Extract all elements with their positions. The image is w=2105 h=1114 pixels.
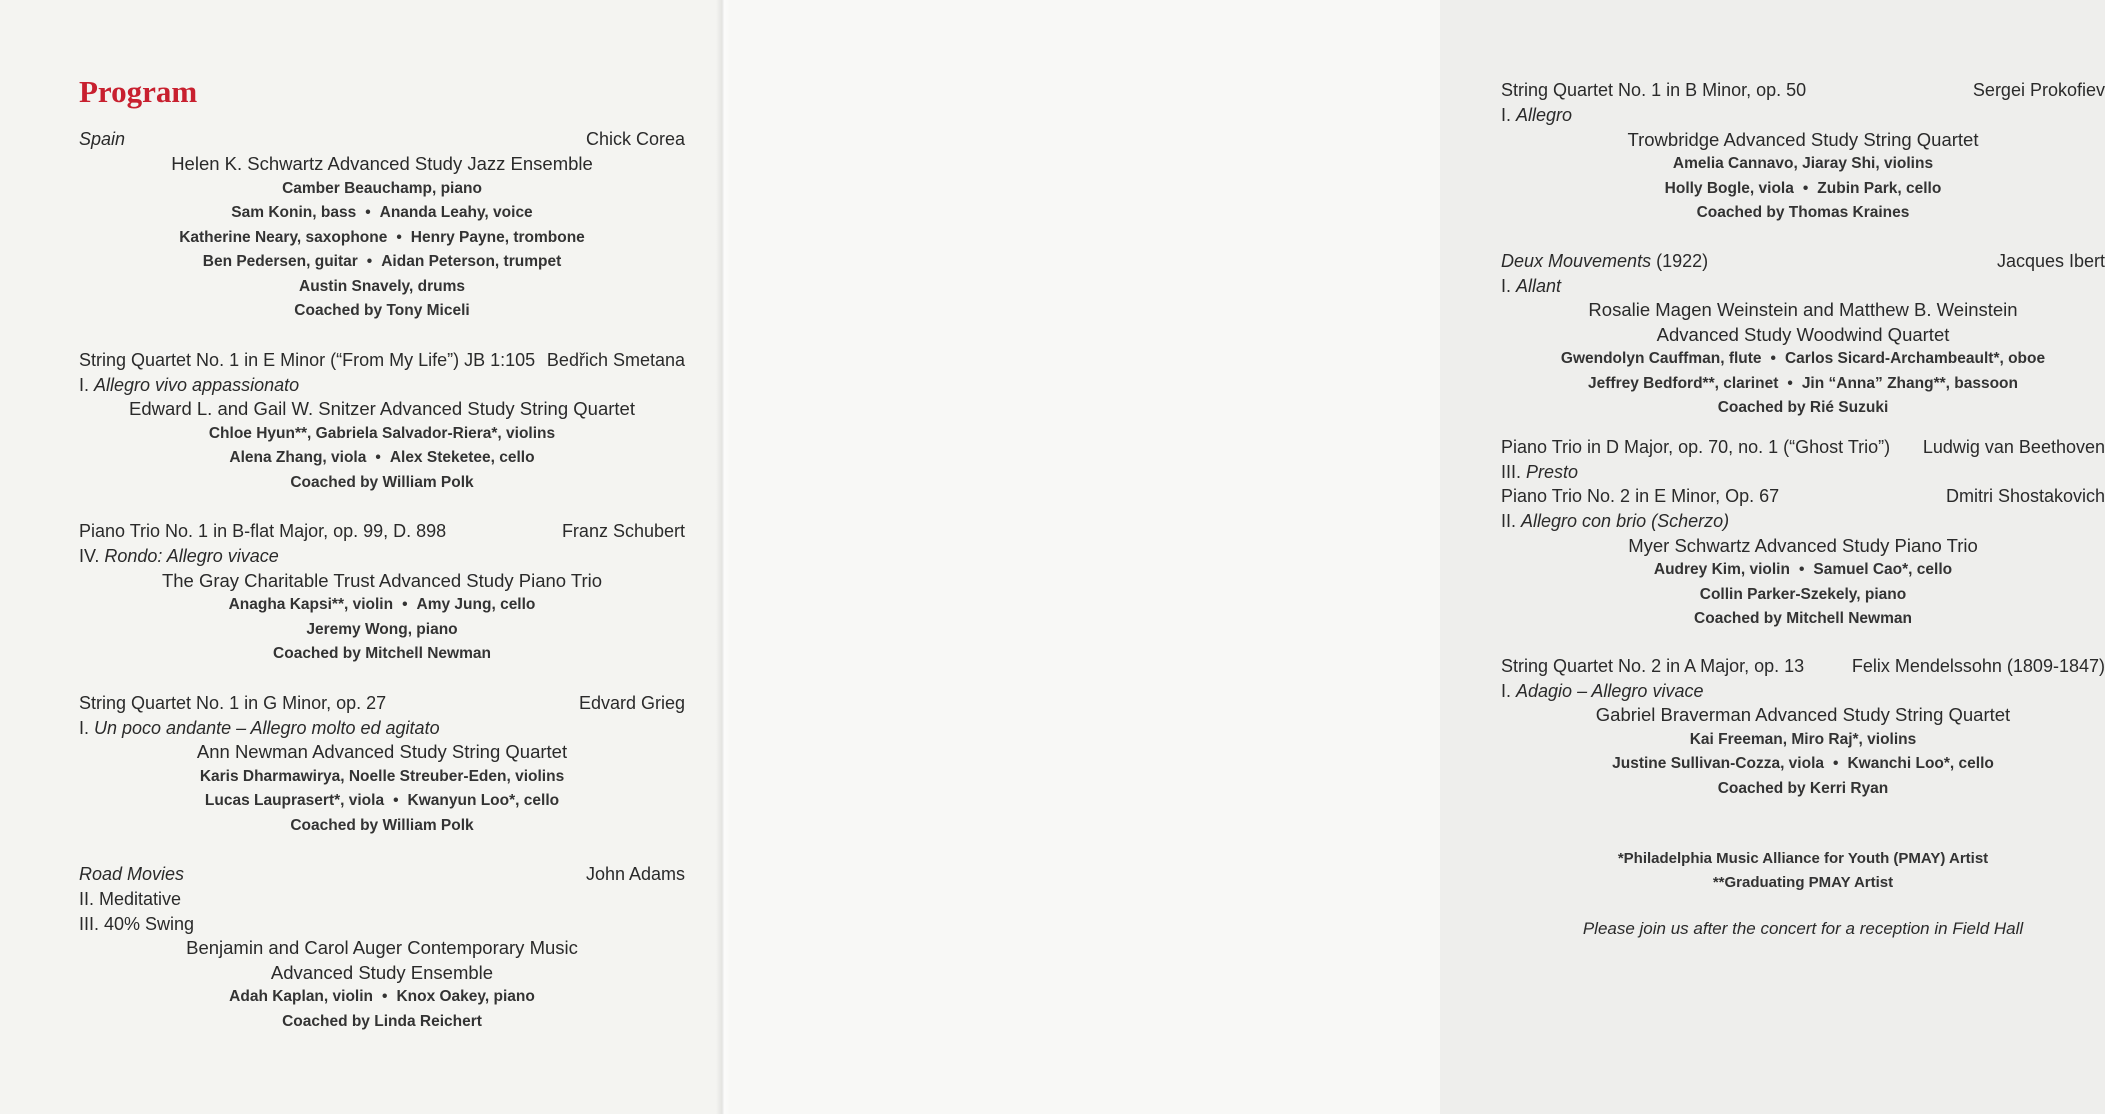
player: Carlos Sicard-Archambeault*, oboe — [1784, 350, 2046, 367]
movement-title: Un poco andante – Allegro molto ed agitato — [94, 717, 440, 738]
player: Gwendolyn Cauffman, flute — [1560, 350, 1762, 367]
player: Kai Freeman, Miro Raj*, violins — [1689, 730, 1917, 748]
player-line — [79, 250, 685, 275]
movement — [1501, 679, 2105, 704]
left-page — [0, 0, 722, 1114]
movement — [1501, 103, 2105, 128]
bullet-separator: • — [1798, 561, 1805, 578]
composer-name: Dmitri Shostakovich — [1945, 486, 2105, 506]
work-title — [79, 691, 386, 716]
movement — [1501, 509, 2105, 534]
player: Henry Payne, trombone — [410, 228, 585, 246]
program-piece — [79, 862, 685, 1034]
movement-title: Allegro con brio (Scherzo) — [1521, 511, 1730, 531]
program-piece — [1501, 654, 2105, 802]
work-title-italic: Road Movies — [79, 864, 185, 884]
player: Zubin Park, cello — [1817, 179, 1942, 197]
player-line — [79, 422, 685, 447]
coach-line: Coached by Tony Miceli — [294, 302, 470, 319]
player: Lucas Lauprasert*, viola — [204, 792, 385, 809]
movement-number: I. — [79, 374, 95, 395]
movement-title: Meditative — [99, 889, 182, 909]
coach-line: Coached by Thomas Kraines — [1696, 204, 1910, 221]
page-title: Program — [79, 74, 198, 109]
work-title — [1501, 484, 1779, 509]
player: Samuel Cao*, cello — [1813, 561, 1953, 578]
piece-heading — [1501, 435, 2105, 460]
player: Amy Jung, cello — [416, 596, 536, 613]
composer-name: Ludwig van Beethoven — [1922, 436, 2105, 457]
player-line — [1501, 152, 2105, 177]
player: Sam Konin, bass — [231, 204, 357, 221]
player: Kwanchi Loo*, cello — [1847, 755, 1994, 772]
program-piece — [1501, 78, 2105, 226]
player: Justine Sullivan-Cozza, viola — [1612, 755, 1825, 772]
work-title-text: (1922) — [1651, 250, 1709, 271]
movement-number: I. — [1501, 275, 1517, 296]
player-line — [79, 593, 685, 618]
coach-line: Coached by Mitchell Newman — [273, 645, 491, 662]
ensemble-name: Edward L. and Gail W. Snitzer Advanced Study String Quartet — [129, 398, 635, 419]
bullet-separator: • — [393, 792, 399, 809]
movement-number: II. — [1501, 511, 1522, 531]
player: Ben Pedersen, guitar — [202, 253, 358, 270]
movement — [79, 373, 685, 398]
movement-number: III. — [79, 913, 105, 934]
program-piece — [79, 519, 685, 667]
piece-heading — [1501, 78, 2105, 103]
movement — [79, 544, 685, 569]
work-title-text: String Quartet No. 2 in A Major, op. 13 — [1501, 655, 1805, 676]
bullet-separator: • — [402, 596, 408, 613]
work-title — [79, 348, 535, 373]
work-title-italic: Spain — [79, 129, 126, 149]
work-title — [1501, 435, 1890, 460]
movement-number: IV. — [79, 546, 105, 566]
player: Amelia Cannavo, Jiaray Shi, violins — [1672, 155, 1934, 172]
player: Audrey Kim, violin — [1653, 561, 1790, 578]
work-title — [1501, 249, 1708, 274]
movement — [79, 912, 685, 937]
player: Camber Beauchamp, piano — [282, 179, 482, 197]
movement-title: 40% Swing — [104, 913, 195, 934]
page-fold — [716, 0, 730, 1114]
footnotes — [1501, 847, 2105, 895]
player: Jeremy Wong, piano — [306, 620, 458, 638]
work-title-text: String Quartet No. 1 in B Minor, op. 50 — [1501, 80, 1807, 100]
piece-heading — [79, 691, 685, 716]
ensemble-name: Ann Newman Advanced Study String Quartet — [196, 741, 568, 762]
player-line — [79, 275, 685, 300]
work-title — [79, 519, 446, 544]
movement-number: II. — [79, 889, 100, 909]
work-title-text: Piano Trio No. 2 in E Minor, Op. 67 — [1501, 486, 1780, 506]
composer-name: Jacques Ibert — [1996, 250, 2105, 271]
piece-heading — [79, 519, 685, 544]
program-piece — [1501, 484, 2105, 632]
movement-number: I. — [1501, 105, 1517, 125]
work-title — [79, 862, 184, 887]
player-line — [79, 226, 685, 251]
player-line — [79, 201, 685, 226]
bullet-separator: • — [365, 204, 371, 221]
ensemble-name: Gabriel Braverman Advanced Study String Quartet — [1595, 704, 2011, 725]
coach-line: Coached by William Polk — [290, 473, 474, 491]
piece-heading — [1501, 484, 2105, 509]
player: Collin Parker-Szekely, piano — [1699, 585, 1907, 603]
work-title-text: String Quartet No. 1 in G Minor, op. 27 — [79, 692, 387, 713]
player-line — [1501, 347, 2105, 372]
ensemble-name: Rosalie Magen Weinstein and Matthew B. Weinstein — [1588, 299, 2018, 320]
ensemble-name: The Gray Charitable Trust Advanced Study Piano Trio — [161, 569, 603, 591]
player-line — [1501, 558, 2105, 583]
player: Karis Dharmawirya, Noelle Streuber-Eden, violins — [199, 767, 565, 785]
composer-name: Edvard Grieg — [578, 692, 685, 713]
piece-heading — [79, 348, 685, 373]
composer-name: Franz Schubert — [561, 521, 685, 541]
right-program-column — [1501, 78, 2105, 939]
player-line — [1501, 372, 2105, 397]
reception-note: Please join us after the concert for a reception in Field Hall — [1582, 919, 2024, 938]
movement — [79, 887, 685, 912]
movement-number: III. — [1501, 461, 1527, 482]
coach-line: Coached by Mitchell Newman — [1694, 610, 1912, 627]
coach-line: Coached by Rié Suzuki — [1717, 399, 1889, 416]
movement-title: Adagio – Allegro vivace — [1516, 680, 1704, 701]
player: Alena Zhang, viola — [229, 449, 367, 466]
player-line — [79, 618, 685, 643]
movement — [79, 716, 685, 741]
player: Katherine Neary, saxophone — [179, 228, 388, 246]
player-line — [79, 985, 685, 1010]
player: Alex Steketee, cello — [389, 449, 535, 466]
composer-name: Bedřich Smetana — [546, 349, 685, 370]
ensemble-name: Helen K. Schwartz Advanced Study Jazz Ensemble — [171, 153, 593, 174]
player-line — [79, 789, 685, 814]
composer-name: Felix Mendelssohn (1809-1847) — [1851, 655, 2105, 676]
bullet-separator: • — [396, 228, 402, 246]
left-program-column — [79, 127, 685, 1034]
bullet-separator: • — [1833, 755, 1839, 772]
work-title — [1501, 654, 1804, 679]
work-title-italic: Deux Mouvements — [1501, 250, 1652, 271]
movement-title: Allegro vivo appassionato — [94, 374, 300, 395]
player-line — [79, 765, 685, 790]
movement-number: I. — [1501, 680, 1517, 701]
player: Jin “Anna” Zhang**, bassoon — [1801, 374, 2018, 392]
program-piece — [1501, 249, 2105, 421]
movement-title: Presto — [1526, 461, 1579, 482]
player: Chloe Hyun**, Gabriela Salvador-Riera*, violins — [208, 424, 556, 442]
player-line — [1501, 177, 2105, 202]
player: Austin Snavely, drums — [299, 277, 465, 295]
movement-title: Rondo: Allegro vivace — [104, 546, 279, 566]
movement-title: Allant — [1516, 275, 1562, 296]
ensemble-name: Trowbridge Advanced Study String Quartet — [1627, 128, 1979, 150]
work-title-text: String Quartet No. 1 in E Minor (“From My Life”) JB 1:105 — [79, 349, 536, 370]
ensemble-name: Benjamin and Carol Auger Contemporary Music — [186, 937, 578, 958]
bullet-separator: • — [1787, 374, 1793, 392]
player: Aidan Peterson, trumpet — [381, 253, 562, 270]
piece-heading — [79, 862, 685, 887]
work-title-text: Piano Trio No. 1 in B-flat Major, op. 99, D. 898 — [79, 521, 447, 541]
coach-line: Coached by William Polk — [290, 816, 474, 834]
program-piece — [79, 348, 685, 496]
footnote-pmay: *Philadelphia Music Alliance for Youth (PMAY) Artist — [1617, 850, 1989, 867]
player-line — [1501, 752, 2105, 777]
bullet-separator: • — [382, 988, 388, 1005]
movement-title: Allegro — [1516, 105, 1573, 125]
player-line — [1501, 583, 2105, 608]
player: Ananda Leahy, voice — [379, 204, 533, 221]
program-piece — [1501, 435, 2105, 485]
player: Anagha Kapsi**, violin — [228, 596, 394, 613]
program-piece — [79, 691, 685, 839]
movement — [1501, 274, 2105, 299]
composer-name: John Adams — [585, 864, 685, 884]
bullet-separator: • — [1770, 350, 1776, 367]
player: Knox Oakey, piano — [396, 988, 535, 1005]
player-line — [79, 177, 685, 202]
movement — [1501, 460, 2105, 485]
piece-heading — [1501, 654, 2105, 679]
bullet-separator: • — [366, 253, 373, 270]
work-title-text: Piano Trio in D Major, op. 70, no. 1 (“Ghost Trio”) — [1501, 436, 1891, 457]
ensemble-name: Advanced Study Ensemble — [270, 961, 494, 983]
program-piece — [79, 127, 685, 324]
composer-name: Sergei Prokofiev — [1972, 80, 2105, 100]
right-page — [722, 0, 2105, 1114]
work-title — [79, 127, 125, 152]
player: Adah Kaplan, violin — [229, 988, 373, 1005]
ensemble-name: Myer Schwartz Advanced Study Piano Trio — [1628, 534, 1978, 556]
piece-heading — [79, 127, 685, 152]
bullet-separator: • — [1802, 179, 1809, 197]
ensemble-name: Advanced Study Woodwind Quartet — [1656, 323, 1950, 345]
player: Jeffrey Bedford**, clarinet — [1588, 374, 1779, 392]
piece-heading — [1501, 249, 2105, 274]
movement-number: I. — [79, 717, 95, 738]
work-title — [1501, 78, 1806, 103]
coach-line: Coached by Linda Reichert — [282, 1012, 482, 1030]
player-line — [79, 446, 685, 471]
coach-line: Coached by Kerri Ryan — [1717, 779, 1889, 797]
composer-name: Chick Corea — [585, 129, 685, 149]
bullet-separator: • — [375, 449, 381, 466]
player: Holly Bogle, viola — [1664, 179, 1794, 197]
footnote-graduating: **Graduating PMAY Artist — [1712, 874, 1894, 891]
player: Kwanyun Loo*, cello — [407, 792, 560, 809]
player-line — [1501, 728, 2105, 753]
